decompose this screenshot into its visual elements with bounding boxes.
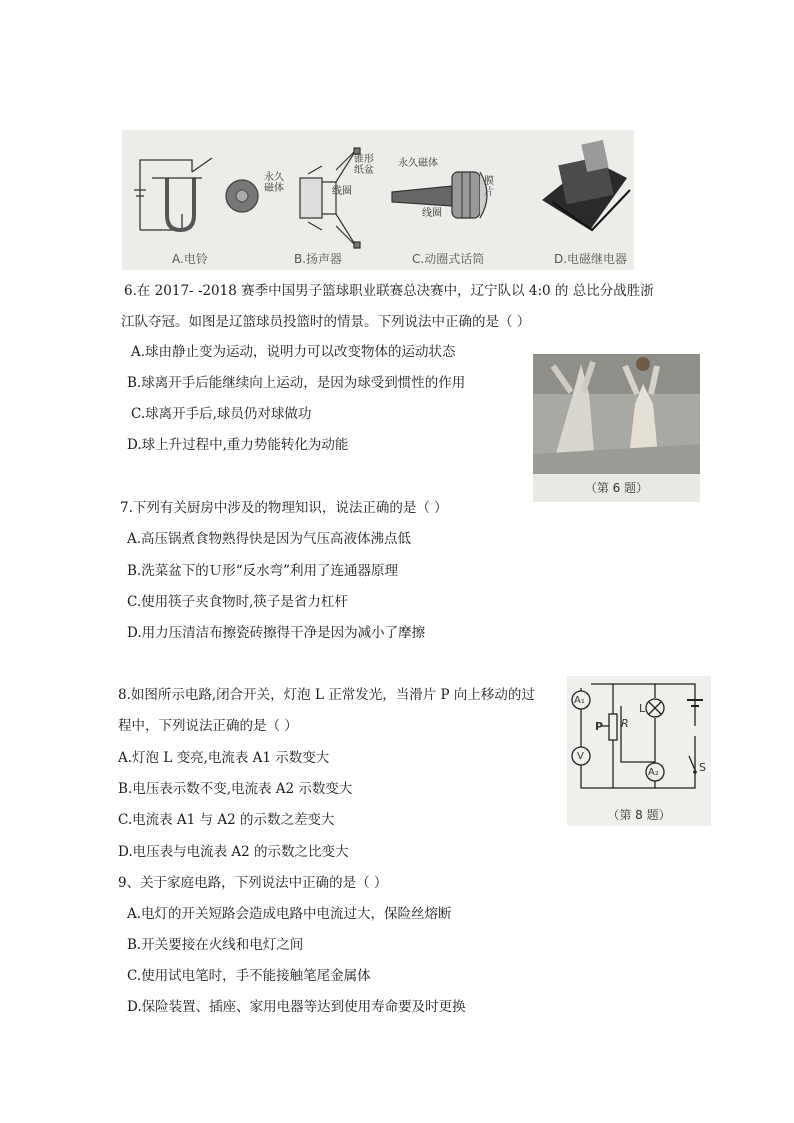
b-cone-label: 锥形 纸盆 [354, 154, 374, 176]
q8-option-b: B.电压表示数不变,电流表 A2 示数变大 [118, 781, 353, 797]
loudspeaker-drawing [300, 148, 360, 248]
q8-figure-caption: （第 8 题） [607, 808, 671, 822]
caption-b: B.扬声器 [294, 252, 343, 266]
figure-strip-electromagnet-devices [122, 130, 634, 270]
b-coil-label: 线圈 [332, 186, 352, 197]
device-illustrations [122, 130, 634, 270]
c-coil-label: 线圈 [422, 208, 442, 219]
circuit-diagram [567, 676, 711, 804]
q8-option-a: A.灯泡 L 变亮,电流表 A1 示数变大 [118, 750, 330, 766]
relay-drawing [542, 140, 630, 230]
q7-option-c: C.使用筷子夹食物时,筷子是省力杠杆 [127, 594, 348, 610]
q7-stem: 7.下列有关厨房中涉及的物理知识，说法正确的是（ ） [120, 500, 448, 516]
q6-option-d: D.球上升过程中,重力势能转化为动能 [127, 437, 349, 453]
q7-option-d: D.用力压清洁布擦瓷砖擦得干净是因为减小了摩擦 [127, 625, 426, 641]
voltmeter-label: V [577, 751, 584, 762]
slider-p-label: P [595, 720, 604, 733]
caption-c: C.动圈式话筒 [412, 252, 485, 266]
q8-circuit-figure [567, 676, 711, 826]
q8-stem-line1: 8.如图所示电路,闭合开关，灯泡 L 正常发光，当滑片 P 向上移动的过 [118, 687, 535, 703]
b-magnet-label: 永久 磁体 [264, 172, 284, 194]
q9-option-b: B.开关要接在火线和电灯之间 [127, 937, 304, 953]
q6-figure-caption: （第 6 题） [533, 474, 700, 502]
electric-bell-drawing [134, 158, 258, 230]
ammeter-a2-label: A₂ [648, 767, 659, 778]
q9-option-d: D.保险装置、插座、家用电器等达到使用寿命要及时更换 [127, 999, 466, 1015]
caption-d: D.电磁继电器 [554, 252, 628, 266]
resistor-r-label: R [621, 717, 629, 730]
q9-option-a: A.电灯的开关短路会造成电路中电流过大，保险丝熔断 [127, 906, 452, 922]
q7-option-a: A.高压锅煮食物熟得快是因为气压高液体沸点低 [127, 531, 412, 547]
q6-stem-line2: 江队夺冠。如图是辽篮球员投篮时的情景。下列说法中正确的是（ ） [121, 314, 531, 330]
q7-option-b: B.洗菜盆下的Ｕ形“反水弯”利用了连通器原理 [127, 563, 399, 579]
q8-stem-line2: 程中，下列说法正确的是（ ） [118, 718, 298, 734]
q8-option-d: D.电压表与电流表 A2 的示数之比变大 [118, 844, 349, 860]
q6-option-b: B.球离开手后能继续向上运动，是因为球受到惯性的作用 [127, 375, 466, 391]
q6-option-c: C.球离开手后,球员仍对球做功 [131, 406, 312, 422]
caption-a: A.电铃 [172, 252, 208, 266]
c-magnet-label: 永久磁体 [398, 158, 438, 169]
ammeter-a1-label: A₁ [574, 695, 585, 706]
c-membrane-label: 膜 片 [484, 176, 494, 198]
q9-stem: 9、关于家庭电路，下列说法中正确的是（ ） [118, 875, 388, 891]
q6-option-a: A.球由静止变为运动，说明力可以改变物体的运动状态 [131, 344, 456, 360]
q6-stem-line1: 6.在 2017- -2018 赛季中国男子篮球职业联赛总决赛中，辽宁队以 4:0 的 总比分战胜浙 [124, 283, 654, 299]
switch-s-label: S [699, 761, 706, 774]
q6-basketball-photo [533, 354, 700, 502]
q9-option-c: C.使用试电笔时，手不能接触笔尾金属体 [127, 968, 371, 984]
basketball-scene-image [533, 354, 700, 474]
q8-option-c: C.电流表 A1 与 A2 的示数之差变大 [118, 812, 335, 828]
lamp-l-label: L [639, 702, 646, 715]
